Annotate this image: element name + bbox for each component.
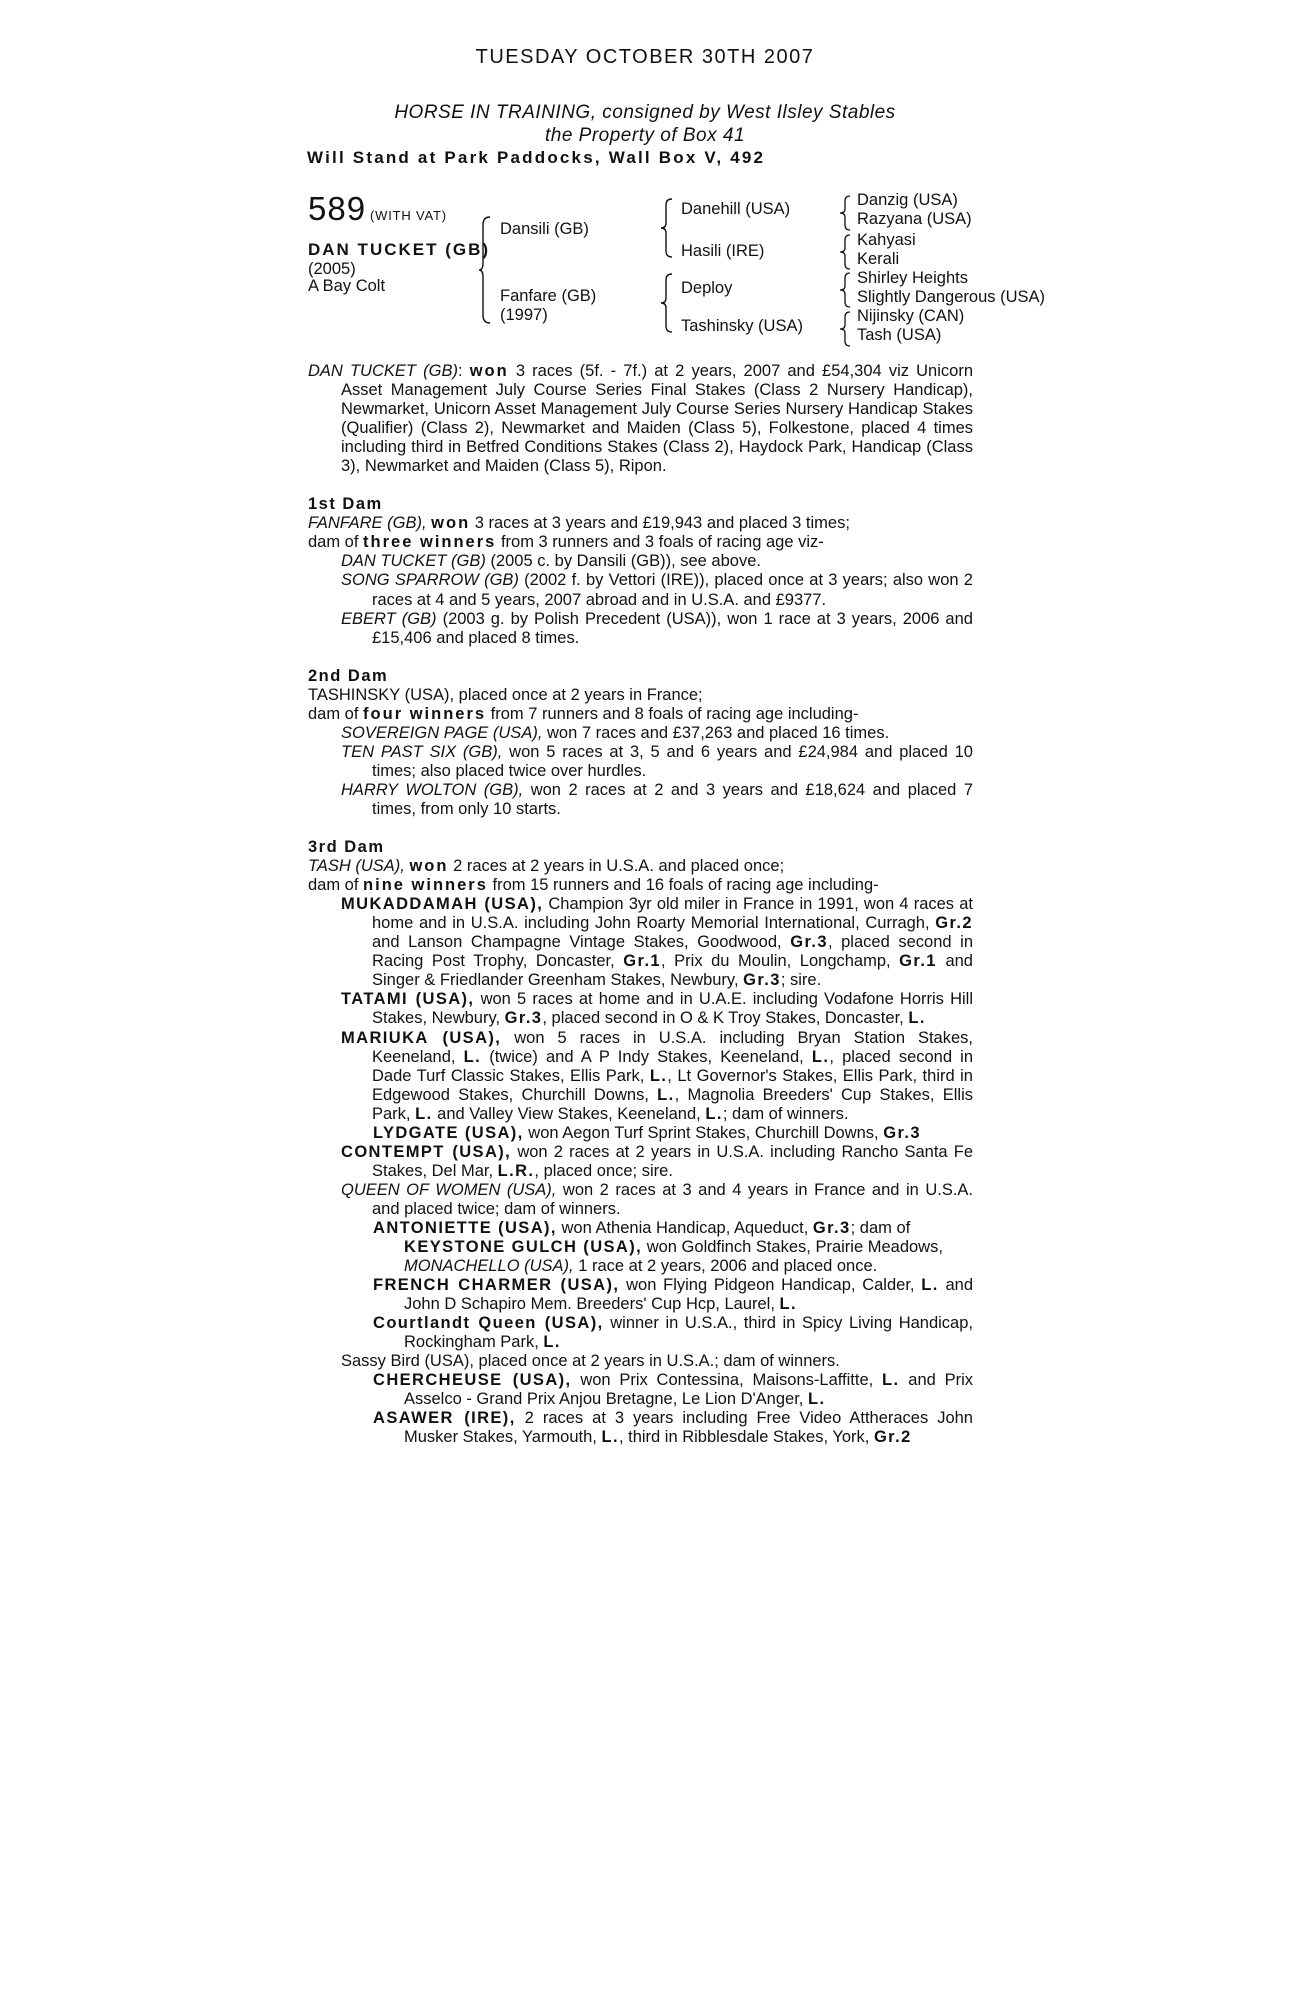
stand-location: Will Stand at Park Paddocks, Wall Box V, 492 [307,148,766,167]
asawer-text-2: , third in Ribblesdale Stakes, York, [618,1428,870,1447]
listed-badge: L. [779,1295,797,1314]
progeny-mariuka [308,1029,973,1124]
antoniette-name: ANTONIETTE (USA), [373,1218,557,1237]
dam3-line [308,857,973,876]
contempt-name: CONTEMPT (USA), [341,1142,512,1161]
grade-badge: Gr.3 [790,933,828,952]
pedigree-g1: Danzig (USA) [857,191,958,209]
grade-badge: Gr.3 [812,1218,851,1237]
property-line: the Property of Box 41 [544,125,746,146]
pedigree-dam-year: (1997) [500,306,548,324]
tatami-text-1: won 5 races at home and in U.A.E. including Vodafone Horris Hill Stakes, Newbury, [372,990,973,1028]
dam1-heading: 1st Dam [308,495,383,514]
catalogue-body [308,362,973,1448]
chercheuse-text-2: and Prix Asselco - Grand Prix Anjou Bretagne, Le Lion D'Anger, [404,1371,974,1409]
progeny-courtlandt-queen [308,1314,973,1352]
queen-of-women-text-1: won 2 races at 3 and 4 years in France and in U.S.A. and placed twice; dam of winners. [372,1180,973,1218]
contempt-text-1: won 2 races at 2 years in U.S.A. including Rancho Santa Fe Stakes, Del Mar, [372,1142,973,1180]
progeny-antoniette [308,1219,973,1238]
tatami-text-2: , placed second in O & K Troy Stakes, Doncaster, [542,1009,904,1028]
summary-won: won [469,362,509,380]
dam1-progeny-2 [308,571,973,609]
mukaddamah-text-2: and Lanson Champagne Vintage Stakes, Goodwood, [372,933,782,952]
dam3-name: TASH (USA), [308,857,405,876]
listed-badge: L. [463,1047,482,1066]
pedigree-dam-sire: Deploy [681,279,733,297]
listed-badge: L. [415,1104,433,1123]
horse-description: A Bay Colt [308,277,386,295]
pedigree-g7: Nijinsky (CAN) [857,307,965,325]
antoniette-text-2: ; dam of [850,1218,911,1237]
progeny-tatami [308,990,973,1028]
dam2-progeny-3 [308,781,973,819]
pedigree-g6: Slightly Dangerous (USA) [857,288,1045,306]
horse-year: (2005) [308,260,356,278]
summary-text: 3 races (5f. - 7f.) at 2 years, 2007 and £54,304 viz Unicorn Asset Management July Course Series Final Stakes (Class 2 Nursery Handicap), Newmarket, Unicorn Asset Management July Course Series Nursery Handicap Stakes (Qualifier) (Class 2), Newmarket and Maiden (Class 5), Folkestone, placed 4 times including third in Betfred Conditions Stakes (Class 2), Haydock Park, Handicap (Class 3), Newmarket and Maiden (Class 5), Ripon. [341,362,974,476]
courtlandt-queen-text-1: winner in U.S.A., third in Spicy Living Handicap, Rockingham Park, [404,1314,973,1352]
progeny-french-charmer [308,1276,973,1314]
grade-badge: Gr.1 [623,952,662,971]
listed-restricted-badge: L.R. [497,1161,535,1180]
grade-badge: Gr.2 [935,914,973,933]
grade-badge: Gr.3 [504,1009,543,1028]
pedigree-g5: Shirley Heights [857,269,968,287]
mukaddamah-text-3: , placed second in Racing Post Trophy, Doncaster, [372,933,973,971]
pedigree-sire-dam: Hasili (IRE) [681,242,765,260]
progeny-contempt [308,1143,973,1181]
pedigree-bracket-main [478,215,492,325]
queen-of-women-name: QUEEN OF WOMEN (USA), [341,1180,557,1199]
listed-badge: L. [601,1428,619,1447]
dam1-winners: three winners [363,533,497,552]
mariuka-text-2: (twice) and A P Indy Stakes, Keeneland, [489,1047,804,1066]
pedigree-sire: Dansili (GB) [500,220,589,238]
keystone-gulch-text-1: won Goldfinch Stakes, Prairie Meadows, [646,1238,943,1257]
pedigree-bracket-g2 [838,233,852,271]
dam1-won: won [431,514,471,533]
progeny-keystone-gulch [308,1238,973,1257]
dam2-foals: from 7 runners and 8 foals of racing age including- [490,704,859,723]
dam2-progeny-1-name: SOVEREIGN PAGE (USA), [341,723,543,742]
mukaddamah-text-4: , Prix du Moulin, Longchamp, [661,952,891,971]
antoniette-text-1: won Athenia Handicap, Aqueduct, [561,1218,809,1237]
listed-badge: L. [543,1333,561,1352]
courtlandt-queen-name: Courtlandt Queen (USA), [373,1314,604,1333]
monachello-name: MONACHELLO (USA), [404,1257,574,1276]
pedigree-dam-dam: Tashinsky (USA) [681,317,803,335]
progeny-chercheuse [308,1371,973,1409]
dam1-progeny-2-name: SONG SPARROW (GB) [341,571,519,590]
pedigree-sire-sire: Danehill (USA) [681,200,791,218]
pedigree-g3: Kahyasi [857,231,916,249]
monachello-text-1: 1 race at 2 years, 2006 and placed once. [578,1257,878,1276]
chercheuse-text-1: won Prix Contessina, Maisons-Laffitte, [580,1371,874,1390]
dam1-record: 3 races at 3 years and £19,943 and placed 3 times; [474,514,850,533]
progeny-asawer [308,1409,973,1447]
dam1-name: FANFARE (GB), [308,514,427,533]
dam2-progeny-1 [308,724,973,743]
mariuka-text-6: and Valley View Stakes, Keeneland, [437,1104,701,1123]
listed-badge: L. [649,1066,668,1085]
dam2-progeny-2-name: TEN PAST SIX (GB), [341,742,503,761]
chercheuse-name: CHERCHEUSE (USA), [373,1371,572,1390]
listed-badge: L. [882,1371,900,1390]
dam3-dam-of: dam of [308,876,359,895]
tatami-name: TATAMI (USA), [341,990,475,1009]
listed-badge: L. [908,1009,926,1028]
mukaddamah-text-6: ; sire. [780,971,822,990]
mariuka-text-3: , placed second in Dade Turf Classic Stakes, Ellis Park, [372,1047,974,1085]
summary-horse-name: DAN TUCKET (GB) [308,362,458,380]
dam1-progeny-3-text: (2003 g. by Polish Precedent (USA)), won 1 race at 3 years, 2006 and £15,406 and placed 8 times. [372,609,973,647]
grade-badge: Gr.3 [743,971,781,990]
mariuka-text-5: , Magnolia Breeders' Cup Stakes, Ellis Park, [372,1085,973,1123]
dam2-progeny-1-text: won 7 races and £37,263 and placed 16 times. [547,723,890,742]
consignment-line: HORSE IN TRAINING, consigned by West Ilsley Stables [394,102,896,123]
listed-badge: L. [807,1390,826,1409]
progeny-mukaddamah [308,895,973,990]
mariuka-text-1: won 5 races in U.S.A. including Bryan Station Stakes, Keeneland, [372,1028,973,1066]
listed-badge: L. [921,1276,939,1295]
pedigree-bracket-g3 [838,271,852,309]
progeny-sassy-bird: Sassy Bird (USA), placed once at 2 years in U.S.A.; dam of winners. [341,1352,840,1371]
pedigree-g8: Tash (USA) [857,326,942,344]
dam2-progeny-2 [308,743,973,781]
french-charmer-name: FRENCH CHARMER (USA), [373,1276,620,1295]
dam3-produce-line [308,876,973,895]
dam3-heading: 3rd Dam [308,838,385,857]
mariuka-text-4: , Lt Governor's Stakes, Ellis Park, third in Edgewood Stakes, Churchill Downs, [372,1066,973,1104]
keystone-gulch-name: KEYSTONE GULCH (USA), [404,1238,643,1257]
dam1-progeny-3 [308,610,973,648]
grade-badge: Gr.1 [899,952,937,971]
pedigree-bracket-g4 [838,310,852,348]
pedigree-g4: Kerali [857,250,900,268]
dam2-progeny-2-text: won 5 races at 3, 5 and 6 years and £24,984 and placed 10 times; also placed twice over hurdles. [372,742,973,780]
dam3-foals: from 15 runners and 16 foals of racing age including- [492,876,879,895]
progeny-lydgate [308,1124,973,1143]
progeny-queen-of-women [308,1181,973,1219]
dam1-progeny-1 [308,552,973,571]
asawer-text-1: 2 races at 3 years including Free Video Attheraces John Musker Stakes, Yarmouth, [404,1409,973,1447]
listed-badge: L. [657,1085,675,1104]
dam2-heading: 2nd Dam [308,666,389,685]
race-summary: DAN TUCKET (GB): won 3 races (5f. - 7f.) at 2 years, 2007 and £54,304 viz Unicorn Asset Management July Course Series Final Stakes (Class 2 Nursery Handicap), Newmarket, Unicorn Asset Management July Course Series Nursery Handicap Stakes (Qualifier) (Class 2), Newmarket and Maiden (Class 5), Folkestone, placed 4 times including third in Betfred Conditions Stakes (Class 2), Haydock Park, Handicap (Class 3), Newmarket and Maiden (Class 5), Ripon. [308,362,974,476]
pedigree-g2: Razyana (USA) [857,210,972,228]
lydgate-name: LYDGATE (USA), [373,1123,524,1142]
asawer-name: ASAWER (IRE), [373,1409,516,1428]
french-charmer-text-2: and John D Schapiro Mem. Breeders' Cup Hcp, Laurel, [404,1276,973,1314]
dam2-produce-line [308,705,973,724]
mukaddamah-text-5: and Singer & Friedlander Greenham Stakes, Newbury, [372,952,973,990]
listed-badge: L. [705,1104,723,1123]
grade-badge: Gr.2 [873,1428,912,1447]
mariuka-text-7: ; dam of winners. [722,1104,849,1123]
dam2-line: TASHINSKY (USA), placed once at 2 years in France; [308,685,703,704]
dam3-record: 2 races at 2 years in U.S.A. and placed once; [453,857,785,876]
dam1-dam-of: dam of [308,533,359,552]
dam2-winners: four winners [363,704,487,723]
dam1-progeny-2-text: (2002 f. by Vettori (IRE)), placed once at 3 years; also won 2 races at 4 and 5 years, 2007 abroad and in U.S.A. and £9377. [372,571,973,609]
dam3-won: won [409,857,449,876]
listed-badge: L. [811,1047,830,1066]
lydgate-text-1: won Aegon Turf Sprint Stakes, Churchill Downs, [528,1123,879,1142]
contempt-text-2: , placed once; sire. [534,1161,673,1180]
mukaddamah-name: MUKADDAMAH (USA), [341,895,544,914]
dam3-winners: nine winners [363,876,488,895]
sale-date: TUESDAY OCTOBER 30TH 2007 [475,46,815,68]
french-charmer-text-1: won Flying Pidgeon Handicap, Calder, [626,1276,915,1295]
progeny-monachello [308,1257,973,1276]
vat-note: (WITH VAT) [370,208,447,223]
mariuka-name: MARIUKA (USA), [341,1028,502,1047]
horse-name: DAN TUCKET (GB) [308,240,491,259]
dam2-dam-of: dam of [308,704,359,723]
pedigree-bracket-g1 [838,194,852,232]
dam1-line [308,514,973,533]
pedigree-dam: Fanfare (GB) [500,287,597,305]
lot-number: 589 [308,190,367,227]
pedigree-bracket-sire [660,197,674,259]
dam2-progeny-3-text: won 2 races at 2 and 3 years and £18,624 and placed 7 times, from only 10 starts. [372,780,974,818]
dam1-progeny-1-name: DAN TUCKET (GB) [341,552,486,571]
dam2-progeny-3-name: HARRY WOLTON (GB), [341,780,524,799]
mukaddamah-text-1: Champion 3yr old miler in France in 1991, won 4 races at home and in U.S.A. including John Roarty Memorial International, Curragh, [372,895,973,933]
dam1-progeny-1-text: (2005 c. by Dansili (GB)), see above. [490,552,761,571]
dam1-progeny-3-name: EBERT (GB) [341,609,437,628]
grade-badge: Gr.3 [883,1123,921,1142]
pedigree-bracket-dam [660,272,674,334]
dam1-produce-line [308,533,973,552]
dam1-foals: from 3 runners and 3 foals of racing age viz- [500,533,824,552]
